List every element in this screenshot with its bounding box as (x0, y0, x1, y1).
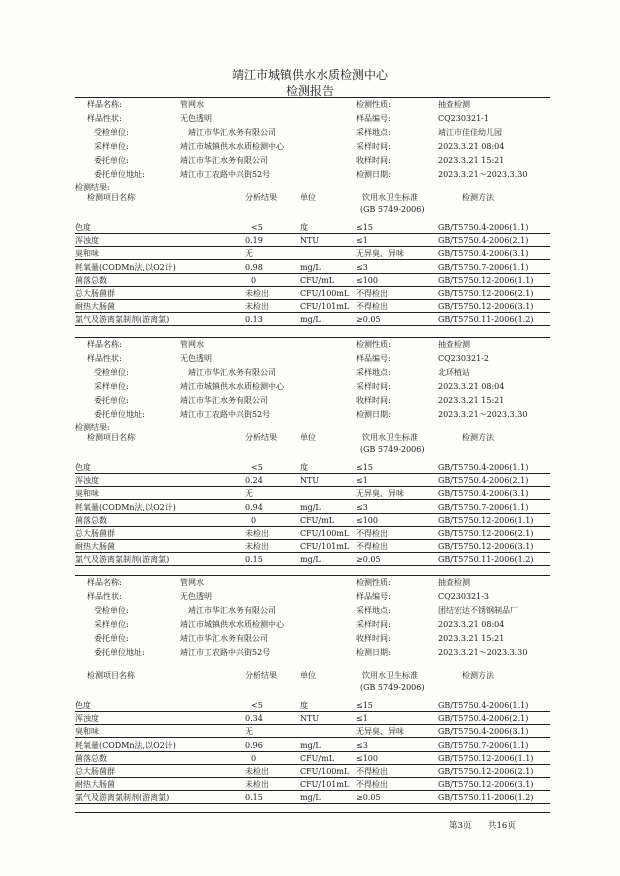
cell-unit: 度 (300, 463, 308, 472)
info-label-check-date: 检测日期: (356, 648, 391, 657)
info-label-client: 受检单位: (94, 128, 129, 137)
cell-result: 未检出 (245, 289, 269, 298)
cell-item: 氯气及游离氯制剂(游离氯) (75, 793, 170, 803)
info-value-check-date: 2023.3.21～2023.3.30 (438, 410, 528, 419)
cell-method: GB/T5750.11-2006(1.2) (438, 793, 534, 803)
info-label-sample-no: 样品编号: (356, 114, 391, 123)
info-value-sample-no: CQ230321-2 (438, 354, 490, 363)
info-value-receive-time: 2023.3.21 15:21 (438, 156, 505, 165)
cell-unit: mg/L (300, 502, 321, 512)
cell-item: 总大肠菌群 (75, 289, 115, 298)
row-rule (75, 552, 550, 553)
info-label-entrust: 委托单位: (94, 396, 129, 405)
cell-standard: ≤100 (356, 753, 378, 763)
info-label-sample-name: 样品名称: (87, 578, 122, 587)
cell-result: <5 (251, 463, 263, 472)
cell-result: 0.94 (245, 502, 263, 512)
cell-item: 色度 (75, 223, 91, 232)
info-value-sample-name: 管网水 (180, 340, 204, 349)
cell-method: GB/T5750.4-2006(2.1) (438, 714, 529, 724)
info-label-receive-time: 收样时间: (356, 634, 391, 643)
cell-standard: 无异臭、异味 (356, 249, 404, 259)
cell-unit: CFU/100mL (300, 767, 350, 776)
cell-method: GB/T5750.4-2006(3.1) (438, 249, 529, 259)
cell-method: GB/T5750.4-2006(3.1) (438, 489, 529, 499)
info-value-location: 北环植站 (438, 368, 470, 377)
cell-item: 总大肠菌群 (75, 767, 115, 776)
header-method: 检测方法 (462, 671, 494, 680)
cell-item: 耗氧量(CODMn法,以O2计) (75, 502, 176, 512)
info-value-entrust: 靖江市华汇水务有限公司 (180, 634, 268, 643)
info-label-sampling-time: 采样时间: (356, 620, 391, 629)
cell-result: 无 (245, 489, 253, 499)
section-2-top-rule (75, 337, 550, 338)
cell-standard: ≥0.05 (356, 793, 381, 803)
header-standard: 饮用水卫生标准 (362, 193, 418, 202)
cell-unit: CFU/101mL (300, 780, 350, 790)
row-rule (75, 565, 550, 566)
cell-result: <5 (251, 701, 263, 710)
row-rule (75, 259, 550, 260)
info-label-entrust-address: 委托单位地址: (94, 410, 145, 419)
cell-result: 0.96 (245, 740, 263, 750)
info-value-client: 靖江市华汇水务有限公司 (188, 368, 276, 377)
cell-result: 未检出 (245, 542, 269, 552)
info-label-receive-time: 收样时间: (356, 396, 391, 405)
cell-method: GB/T5750.12-2006(1.1) (438, 753, 534, 763)
cell-result: 0.19 (245, 236, 263, 246)
row-rule (75, 233, 550, 234)
cell-unit: CFU/mL (300, 515, 335, 525)
cell-method: GB/T5750.7-2006(1.1) (438, 502, 529, 512)
info-label-sample-property: 样品性状: (87, 354, 122, 363)
info-value-sample-property: 无色透明 (180, 354, 212, 363)
info-label-sample-no: 样品编号: (356, 592, 391, 601)
info-label-sample-property: 样品性状: (87, 592, 122, 601)
info-value-sample-no: CQ230321-1 (438, 114, 490, 123)
cell-result: 0.13 (245, 315, 263, 325)
cell-unit: mg/L (300, 262, 321, 272)
cell-unit: mg/L (300, 793, 321, 803)
row-rule (75, 325, 550, 326)
cell-item: 色度 (75, 701, 91, 710)
info-value-entrust-address: 靖江市工农路中兴街52号 (180, 170, 271, 179)
header-unit: 单位 (300, 193, 316, 202)
info-label-location: 采样地点: (356, 606, 391, 615)
section-1-top-rule (75, 97, 550, 98)
info-label-client: 受检单位: (94, 606, 129, 615)
row-rule (75, 751, 550, 752)
header-standard: 饮用水卫生标准 (362, 671, 418, 680)
cell-method: GB/T5750.12-2006(3.1) (438, 542, 534, 552)
cell-unit: CFU/mL (300, 275, 335, 285)
results-label: 检测结果: (75, 423, 110, 432)
row-rule (75, 273, 550, 274)
row-rule (75, 299, 550, 300)
cell-item: 耐热大肠菌 (75, 302, 115, 312)
info-value-entrust-address: 靖江市工农路中兴街52号 (180, 648, 271, 657)
header-item: 检测项目名称 (87, 433, 135, 442)
info-label-entrust-address: 委托单位地址: (94, 648, 145, 657)
cell-method: GB/T5750.12-2006(1.1) (438, 515, 534, 525)
row-rule (75, 499, 550, 500)
header-item: 检测项目名称 (87, 671, 135, 680)
cell-standard: ≥0.05 (356, 555, 381, 565)
results-label: 检测结果: (75, 183, 110, 192)
row-rule (75, 486, 550, 487)
cell-item: 氯气及游离氯制剂(游离氯) (75, 555, 170, 565)
info-value-receive-time: 2023.3.21 15:21 (438, 396, 505, 405)
header-unit: 单位 (300, 671, 316, 680)
cell-item: 浑浊度 (75, 714, 99, 724)
row-rule (75, 724, 550, 725)
header-method: 检测方法 (462, 193, 494, 202)
cell-standard: ≤3 (356, 502, 368, 512)
cell-method: GB/T5750.4-2006(2.1) (438, 236, 529, 246)
cell-method: GB/T5750.7-2006(1.1) (438, 262, 529, 272)
info-label-sample-name: 样品名称: (87, 340, 122, 349)
cell-standard: ≤15 (356, 223, 373, 232)
info-value-sampling-time: 2023.3.21 08:04 (438, 620, 505, 629)
info-value-sampler: 靖江市城镇供水水质检测中心 (180, 620, 284, 629)
cell-unit: CFU/101mL (300, 542, 350, 552)
info-value-sample-name: 管网水 (180, 100, 204, 109)
cell-standard: ≤15 (356, 463, 373, 472)
row-rule (75, 513, 550, 514)
cell-result: 未检出 (245, 302, 269, 312)
info-label-sampler: 采样单位: (94, 620, 129, 629)
info-label-check-type: 检测性质: (356, 578, 391, 587)
report-title: 检测报告 (285, 84, 334, 98)
info-label-check-type: 检测性质: (356, 100, 391, 109)
info-label-entrust: 委托单位: (94, 634, 129, 643)
cell-result: 未检出 (245, 529, 269, 538)
cell-unit: mg/L (300, 555, 321, 565)
cell-standard: 无异臭、异味 (356, 727, 404, 737)
info-value-check-type: 抽查检测 (438, 100, 470, 109)
cell-unit: NTU (300, 714, 320, 724)
cell-unit: mg/L (300, 315, 321, 325)
info-value-check-type: 抽查检测 (438, 578, 470, 587)
cell-result: 0.15 (245, 793, 263, 803)
header-unit: 单位 (300, 433, 316, 442)
cell-result: 未检出 (245, 767, 269, 776)
info-value-check-date: 2023.3.21～2023.3.30 (438, 648, 528, 657)
cell-method: GB/T5750.4-2006(3.1) (438, 727, 529, 737)
cell-standard: 不得检出 (356, 780, 388, 790)
row-rule (75, 803, 550, 804)
row-rule (75, 777, 550, 778)
bottom-rule (75, 812, 550, 813)
cell-result: 0.98 (245, 262, 263, 272)
row-rule (75, 711, 550, 712)
cell-unit: CFU/101mL (300, 302, 350, 312)
row-rule (75, 737, 550, 738)
header-standard-code: (GB 5749-2006) (360, 445, 425, 454)
cell-result: 0.15 (245, 555, 263, 565)
cell-item: 总大肠菌群 (75, 529, 115, 538)
cell-result: 0 (251, 275, 257, 285)
cell-method: GB/T5750.11-2006(1.2) (438, 315, 534, 325)
cell-item: 臭和味 (75, 249, 99, 259)
row-rule (75, 473, 550, 474)
info-label-entrust-address: 委托单位地址: (94, 170, 145, 179)
cell-item: 浑浊度 (75, 476, 99, 486)
cell-item: 耗氧量(CODMn法,以O2计) (75, 740, 176, 750)
cell-standard: ≤1 (356, 714, 368, 724)
cell-standard: ≤100 (356, 275, 378, 285)
cell-result: 0.24 (245, 476, 263, 486)
info-value-check-date: 2023.3.21～2023.3.30 (438, 170, 528, 179)
cell-method: GB/T5750.12-2006(3.1) (438, 780, 534, 790)
cell-method: GB/T5750.7-2006(1.1) (438, 740, 529, 750)
cell-unit: NTU (300, 236, 320, 246)
cell-method: GB/T5750.12-2006(3.1) (438, 302, 534, 312)
cell-method: GB/T5750.12-2006(2.1) (438, 529, 534, 538)
cell-unit: CFU/100mL (300, 529, 350, 538)
info-label-entrust: 委托单位: (94, 156, 129, 165)
cell-result: 无 (245, 727, 253, 737)
info-value-location: 靖江市佳佳幼儿园 (438, 128, 502, 137)
info-value-location: 团结宏达不锈钢制品厂 (438, 606, 518, 615)
info-value-entrust: 靖江市华汇水务有限公司 (180, 396, 268, 405)
cell-item: 耐热大肠菌 (75, 780, 115, 790)
cell-item: 臭和味 (75, 727, 99, 737)
info-label-location: 采样地点: (356, 368, 391, 377)
info-label-sampler: 采样单位: (94, 142, 129, 151)
cell-item: 色度 (75, 463, 91, 472)
info-value-client: 靖江市华汇水务有限公司 (188, 606, 276, 615)
info-label-sampling-time: 采样时间: (356, 382, 391, 391)
info-value-receive-time: 2023.3.21 15:21 (438, 634, 505, 643)
report-org-title: 靖江市城镇供水水质检测中心 (231, 68, 388, 82)
info-value-entrust: 靖江市华汇水务有限公司 (180, 156, 268, 165)
header-item: 检测项目名称 (87, 193, 135, 202)
row-rule (75, 286, 550, 287)
header-standard-code: (GB 5749-2006) (360, 205, 425, 214)
cell-standard: ≤3 (356, 740, 368, 750)
info-label-sampling-time: 采样时间: (356, 142, 391, 151)
row-rule (75, 246, 550, 247)
info-label-location: 采样地点: (356, 128, 391, 137)
cell-standard: ≤3 (356, 262, 368, 272)
info-value-sampler: 靖江市城镇供水水质检测中心 (180, 142, 284, 151)
info-label-sampler: 采样单位: (94, 382, 129, 391)
info-value-entrust-address: 靖江市工农路中兴街52号 (180, 410, 271, 419)
cell-method: GB/T5750.4-2006(1.1) (438, 223, 529, 232)
cell-unit: 度 (300, 701, 308, 710)
cell-method: GB/T5750.4-2006(2.1) (438, 476, 529, 486)
header-result: 分析结果 (245, 433, 277, 442)
cell-item: 浑浊度 (75, 236, 99, 246)
cell-method: GB/T5750.4-2006(1.1) (438, 701, 529, 710)
info-label-sample-name: 样品名称: (87, 100, 122, 109)
info-value-check-type: 抽查检测 (438, 340, 470, 349)
cell-standard: ≤1 (356, 236, 368, 246)
cell-standard: 无异臭、异味 (356, 489, 404, 499)
cell-result: <5 (251, 223, 263, 232)
cell-item: 耐热大肠菌 (75, 542, 115, 552)
cell-item: 菌落总数 (75, 753, 107, 763)
info-label-check-date: 检测日期: (356, 410, 391, 419)
info-value-sample-property: 无色透明 (180, 114, 212, 123)
info-value-sample-no: CQ230321-3 (438, 592, 490, 601)
info-label-check-type: 检测性质: (356, 340, 391, 349)
info-value-sampling-time: 2023.3.21 08:04 (438, 382, 505, 391)
row-rule (75, 790, 550, 791)
cell-method: GB/T5750.12-2006(2.1) (438, 289, 534, 298)
header-method: 检测方法 (462, 433, 494, 442)
row-rule (75, 539, 550, 540)
info-value-sampling-time: 2023.3.21 08:04 (438, 142, 505, 151)
cell-unit: CFU/mL (300, 753, 335, 763)
cell-standard: 不得检出 (356, 289, 388, 298)
cell-unit: CFU/100mL (300, 289, 350, 298)
cell-standard: ≤100 (356, 515, 378, 525)
cell-standard: ≤1 (356, 476, 368, 486)
row-rule (75, 764, 550, 765)
info-value-sampler: 靖江市城镇供水水质检测中心 (180, 382, 284, 391)
cell-result: 未检出 (245, 780, 269, 790)
cell-method: GB/T5750.4-2006(1.1) (438, 463, 529, 472)
cell-unit: NTU (300, 476, 320, 486)
header-standard-code: (GB 5749-2006) (360, 683, 425, 692)
cell-unit: mg/L (300, 740, 321, 750)
header-result: 分析结果 (245, 671, 277, 680)
cell-item: 菌落总数 (75, 275, 107, 285)
cell-method: GB/T5750.12-2006(2.1) (438, 767, 534, 776)
cell-standard: ≥0.05 (356, 315, 381, 325)
cell-result: 0 (251, 753, 257, 763)
info-label-sample-no: 样品编号: (356, 354, 391, 363)
cell-result: 0.34 (245, 714, 263, 724)
header-result: 分析结果 (245, 193, 277, 202)
info-value-client: 靖江市华汇水务有限公司 (188, 128, 276, 137)
info-label-check-date: 检测日期: (356, 170, 391, 179)
cell-item: 氯气及游离氯制剂(游离氯) (75, 315, 170, 325)
cell-item: 菌落总数 (75, 515, 107, 525)
info-label-receive-time: 收样时间: (356, 156, 391, 165)
row-rule (75, 312, 550, 313)
cell-standard: 不得检出 (356, 529, 388, 538)
header-standard: 饮用水卫生标准 (362, 433, 418, 442)
cell-item: 臭和味 (75, 489, 99, 499)
cell-standard: 不得检出 (356, 767, 388, 776)
info-label-sample-property: 样品性状: (87, 114, 122, 123)
cell-result: 无 (245, 249, 253, 259)
cell-standard: 不得检出 (356, 542, 388, 552)
cell-standard: ≤15 (356, 701, 373, 710)
cell-method: GB/T5750.11-2006(1.2) (438, 555, 534, 565)
row-rule (75, 526, 550, 527)
info-label-client: 受检单位: (94, 368, 129, 377)
cell-item: 耗氧量(CODMn法,以O2计) (75, 262, 176, 272)
page-total: 共16页 (488, 821, 516, 831)
cell-unit: 度 (300, 223, 308, 232)
cell-method: GB/T5750.12-2006(1.1) (438, 275, 534, 285)
info-value-sample-name: 管网水 (180, 578, 204, 587)
page-number: 第3页 (449, 821, 472, 831)
cell-result: 0 (251, 515, 257, 525)
section-3-top-rule (75, 575, 550, 576)
info-value-sample-property: 无色透明 (180, 592, 212, 601)
cell-standard: 不得检出 (356, 302, 388, 312)
